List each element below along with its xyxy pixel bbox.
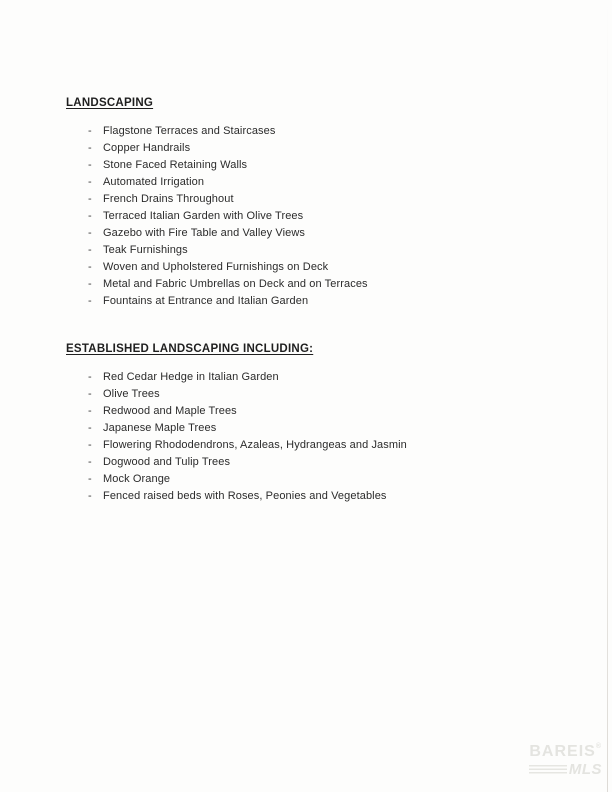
dash-marker: - bbox=[88, 371, 92, 383]
dash-marker: - bbox=[88, 159, 92, 171]
dash-marker: - bbox=[88, 405, 92, 417]
list-item bbox=[66, 403, 546, 420]
dash-marker: - bbox=[88, 227, 92, 239]
list-item-text: Red Cedar Hedge in Italian Garden bbox=[103, 371, 279, 383]
list-item bbox=[66, 191, 546, 208]
list-item-text: Terraced Italian Garden with Olive Trees bbox=[103, 210, 304, 222]
list-item-text: Dogwood and Tulip Trees bbox=[103, 456, 231, 468]
established-landscaping-list bbox=[66, 369, 546, 505]
list-item-text: Olive Trees bbox=[103, 388, 160, 400]
dash-marker: - bbox=[88, 490, 92, 502]
list-item bbox=[66, 157, 546, 174]
watermark-brand-line bbox=[516, 744, 602, 760]
section-landscaping bbox=[66, 97, 546, 310]
dash-marker: - bbox=[88, 388, 92, 400]
watermark-bars-icon bbox=[529, 765, 567, 775]
list-item-text: Redwood and Maple Trees bbox=[103, 405, 237, 417]
watermark-sub-text: MLS bbox=[568, 761, 602, 778]
list-item-text: Metal and Fabric Umbrellas on Deck and on Terraces bbox=[103, 278, 368, 290]
dash-marker: - bbox=[88, 278, 92, 290]
list-item bbox=[66, 293, 546, 310]
list-item bbox=[66, 488, 546, 505]
dash-marker: - bbox=[88, 456, 92, 468]
list-item bbox=[66, 242, 546, 259]
list-item bbox=[66, 420, 546, 437]
bareis-mls-watermark bbox=[516, 744, 602, 777]
list-item bbox=[66, 437, 546, 454]
list-item-text: Woven and Upholstered Furnishings on Deck bbox=[103, 261, 329, 273]
list-item-text: Flowering Rhododendrons, Azaleas, Hydrangeas and Jasmin bbox=[103, 439, 407, 451]
scan-edge-artifact bbox=[607, 0, 608, 792]
dash-marker: - bbox=[88, 125, 92, 137]
list-item bbox=[66, 225, 546, 242]
list-item bbox=[66, 174, 546, 191]
list-item bbox=[66, 386, 546, 403]
list-item bbox=[66, 369, 546, 386]
watermark-brand-text: BAREIS bbox=[529, 743, 596, 760]
list-item bbox=[66, 259, 546, 276]
dash-marker: - bbox=[88, 473, 92, 485]
dash-marker: - bbox=[88, 176, 92, 188]
section-established-landscaping bbox=[66, 343, 546, 505]
list-item-text: Copper Handrails bbox=[103, 142, 191, 154]
list-item-text: Gazebo with Fire Table and Valley Views bbox=[103, 227, 306, 239]
list-item-text: Stone Faced Retaining Walls bbox=[103, 159, 248, 171]
dash-marker: - bbox=[88, 210, 92, 222]
list-item bbox=[66, 276, 546, 293]
list-item-text: Flagstone Terraces and Staircases bbox=[103, 125, 276, 137]
list-item-text: Mock Orange bbox=[103, 473, 171, 485]
section-heading-landscaping: LANDSCAPING bbox=[66, 97, 154, 109]
list-item-text: Japanese Maple Trees bbox=[103, 422, 217, 434]
dash-marker: - bbox=[88, 422, 92, 434]
list-item bbox=[66, 471, 546, 488]
list-item bbox=[66, 140, 546, 157]
dash-marker: - bbox=[88, 261, 92, 273]
section-heading-established-landscaping: ESTABLISHED LANDSCAPING INCLUDING: bbox=[66, 343, 314, 355]
watermark-sub-line bbox=[516, 762, 602, 777]
landscaping-list bbox=[66, 123, 546, 310]
dash-marker: - bbox=[88, 142, 92, 154]
dash-marker: - bbox=[88, 244, 92, 256]
list-item-text: Automated Irrigation bbox=[103, 176, 205, 188]
list-item-text: Teak Furnishings bbox=[103, 244, 188, 256]
list-item-text: Fountains at Entrance and Italian Garden bbox=[103, 295, 309, 307]
list-item bbox=[66, 208, 546, 225]
dash-marker: - bbox=[88, 439, 92, 451]
list-item bbox=[66, 454, 546, 471]
dash-marker: - bbox=[88, 193, 92, 205]
list-item bbox=[66, 123, 546, 140]
dash-marker: - bbox=[88, 295, 92, 307]
list-item-text: Fenced raised beds with Roses, Peonies and Vegetables bbox=[103, 490, 387, 502]
list-item-text: French Drains Throughout bbox=[103, 193, 234, 205]
registered-trademark-symbol: ® bbox=[595, 743, 602, 750]
